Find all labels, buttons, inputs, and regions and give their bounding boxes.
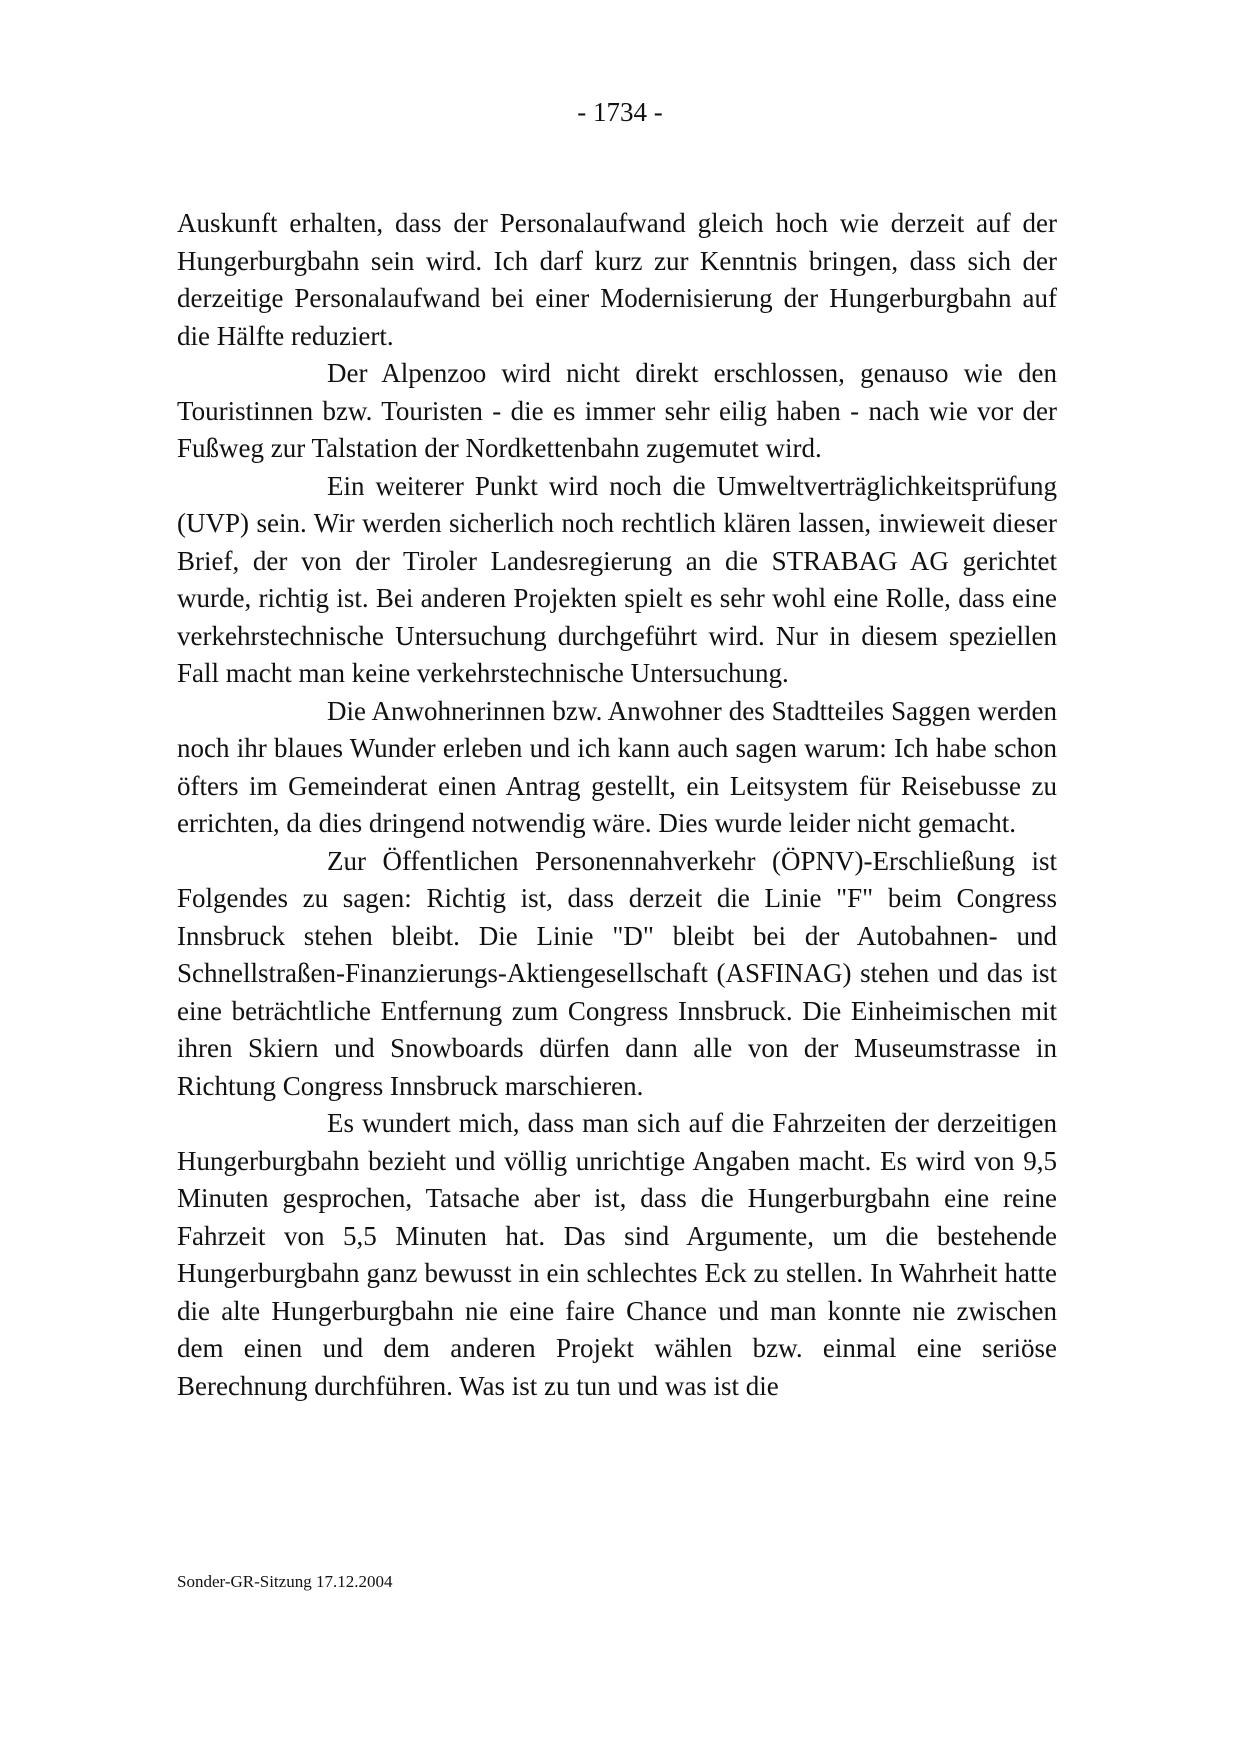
page-number: - 1734 - xyxy=(577,97,663,127)
paragraph-oepnv: Zur Öffentlichen Personennahverkehr (ÖPNV)-Erschließung ist Folgendes zu sagen: Richtig ist, dass derzeit die Linie "F" beim Congress Innsbruck stehen bleibt. Die Linie "D" bleibt bei der Autobahnen- und Schnellstraßen-Finanzierungs-Aktiengesellschaft (ASFINAG) stehen und das ist eine beträchtliche Entfernung zum Congress Innsbruck. Die Einheimischen mit ihren Skiern und Snowboards dürfen dann alle von der Museumstrasse in Richtung Congress Innsbruck marschieren. xyxy=(177,845,1057,1101)
footer-session-label: Sonder-GR-Sitzung 17.12.2004 xyxy=(177,1572,393,1591)
paragraph-uvp: Ein weiterer Punkt wird noch die Umweltverträglichkeitsprüfung (UVP) sein. Wir werden sicherlich noch rechtlich klären lassen, inwieweit dieser Brief, der von der Tiroler Landesregierung an die STRABAG AG gerichtet wurde, richtig ist. Bei anderen Projekten spielt es sehr wohl eine Rolle, dass eine verkehrstechnische Untersuchung durchgeführt wird. Nur in diesem speziellen Fall macht man keine verkehrstechnische Untersuchung. xyxy=(177,470,1057,688)
paragraph-personalaufwand: Auskunft erhalten, dass der Personalaufwand gleich hoch wie derzeit auf der Hungerburgbahn sein wird. Ich darf kurz zur Kenntnis bringen, dass sich der derzeitige Personalaufwand bei einer Modernisierung der Hungerburgbahn auf die Hälfte reduziert. xyxy=(177,208,1057,351)
paragraph-alpenzoo: Der Alpenzoo wird nicht direkt erschlossen, genauso wie den Touristinnen bzw. Touristen - die es immer sehr eilig haben - nach wie vor der Fußweg zur Talstation der Nordkettenbahn zugemutet wird. xyxy=(177,358,1057,463)
body-text xyxy=(177,205,1057,1405)
paragraph-saggen: Die Anwohnerinnen bzw. Anwohner des Stadtteiles Saggen werden noch ihr blaues Wunder erleben und ich kann auch sagen warum: Ich habe schon öfters im Gemeinderat einen Antrag gestellt, ein Leitsystem für Reisebusse zu errichten, da dies dringend notwendig wäre. Dies wurde leider nicht gemacht. xyxy=(177,695,1057,838)
paragraph-fahrzeiten: Es wundert mich, dass man sich auf die Fahrzeiten der derzeitigen Hungerburgbahn bezieht und völlig unrichtige Angaben macht. Es wird von 9,5 Minuten gesprochen, Tatsache aber ist, dass die Hungerburgbahn eine reine Fahrzeit von 5,5 Minuten hat. Das sind Argumente, um die bestehende Hungerburgbahn ganz bewusst in ein schlechtes Eck zu stellen. In Wahrheit hatte die alte Hungerburgbahn nie eine faire Chance und man konnte nie zwischen dem einen und dem anderen Projekt wählen bzw. einmal eine seriöse Berechnung durchführen. Was ist zu tun und was ist die xyxy=(177,1108,1057,1401)
